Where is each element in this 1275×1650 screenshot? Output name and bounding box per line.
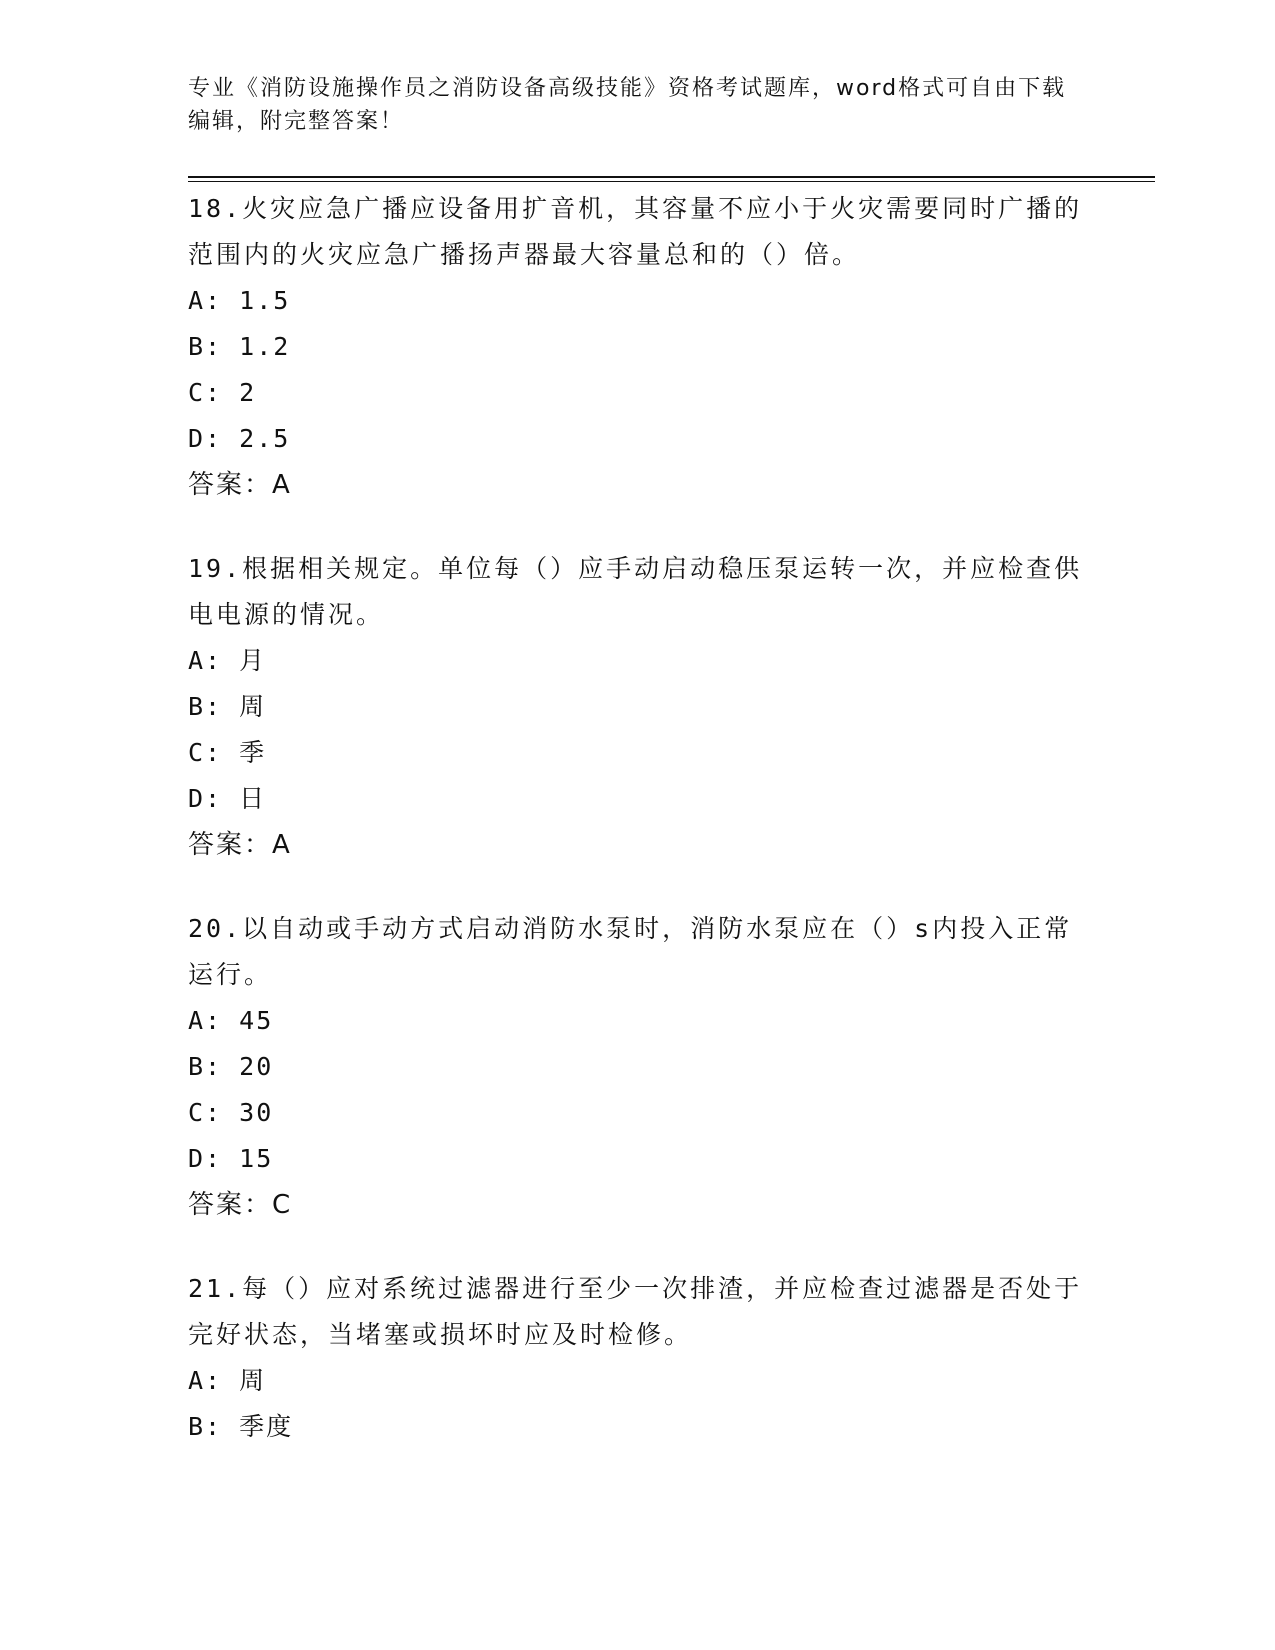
option-b: B: 周 — [188, 692, 267, 721]
option-b: B: 20 — [188, 1052, 274, 1081]
question-text: 21.每（）应对系统过滤器进行至少一次排渣，并应检查过滤器是否处于完好状态，当堵塞或损坏时应及时检修。 — [188, 1274, 1083, 1349]
header-divider-thin — [188, 181, 1155, 182]
option-a: A: 月 — [188, 646, 267, 675]
option-b: B: 1.2 — [188, 332, 291, 361]
option-b: B: 季度 — [188, 1412, 294, 1441]
option-d: D: 2.5 — [188, 424, 291, 453]
option-a: A: 1.5 — [188, 286, 291, 315]
question-text: 20.以自动或手动方式启动消防水泵时，消防水泵应在（）s内投入正常运行。 — [188, 914, 1073, 989]
question-text: 18.火灾应急广播应设备用扩音机，其容量不应小于火灾需要同时广播的范围内的火灾应急广播扬声器最大容量总和的（）倍。 — [188, 194, 1083, 269]
question-19 — [188, 546, 1088, 868]
option-c: C: 2 — [188, 378, 257, 407]
answer: 答案：A — [188, 470, 292, 500]
option-a: A: 周 — [188, 1366, 267, 1395]
question-18 — [188, 186, 1088, 508]
option-c: C: 30 — [188, 1098, 274, 1127]
answer: 答案：A — [188, 830, 292, 860]
header-divider-thick — [188, 176, 1155, 178]
answer: 答案：C — [188, 1190, 293, 1220]
option-d: D: 15 — [188, 1144, 274, 1173]
option-d: D: 日 — [188, 784, 267, 813]
document-header: 专业《消防设施操作员之消防设备高级技能》资格考试题库，word格式可自由下载编辑，附完整答案！ — [188, 76, 1067, 134]
option-c: C: 季 — [188, 738, 267, 767]
option-a: A: 45 — [188, 1006, 274, 1035]
question-text: 19.根据相关规定。单位每（）应手动启动稳压泵运转一次，并应检查供电电源的情况。 — [188, 554, 1083, 629]
question-21 — [188, 1266, 1088, 1450]
question-20 — [188, 906, 1088, 1228]
